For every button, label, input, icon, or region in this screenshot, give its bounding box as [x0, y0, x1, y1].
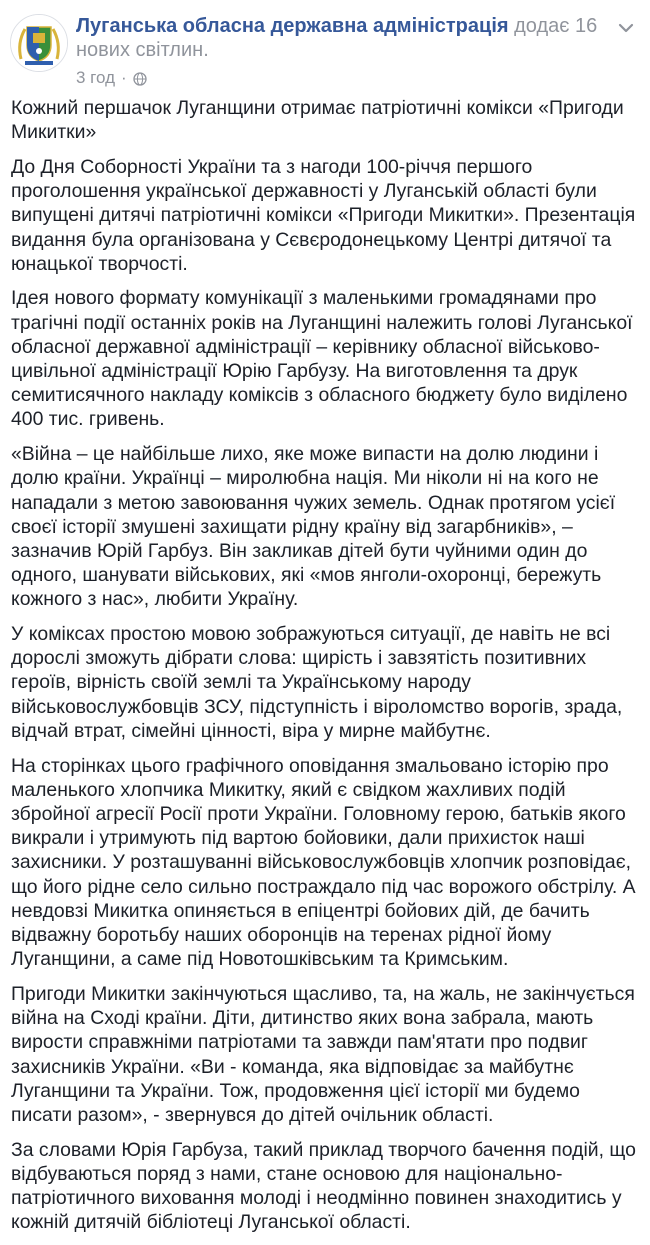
post-body: [11, 96, 641, 1245]
post-header: [10, 12, 640, 92]
post-paragraph: За словами Юрія Гарбуза, такий приклад творчого бачення подій, що відбуваються поряд з нами, стане основою для національно-патріотичного виховання молоді і неодмінно повинен знаходитись у кожній дитячій бібліотеці Луганської області.: [11, 1138, 636, 1234]
post-options-chevron-down-icon[interactable]: [616, 18, 636, 38]
coat-of-arms-icon: [11, 15, 67, 71]
post-timestamp[interactable]: 3 год: [76, 68, 116, 87]
post-paragraph: «Війна – це найбільше лихо, яке може випасти на долю людини і долю країни. Українці – миролюбна нація. Ми ніколи ні на кого не нападали з метою завоювання чужих земель. Однак протягом усієї своєї історії змушені захищати рідну країну від загарбників», – зазначив Юрій Гарбуз. Він закликав дітей бути чуйними один до одного, шанувати військових, які «мов янголи-охоронці, бережуть кожного з нас», любити Україну.: [11, 443, 616, 611]
globe-icon[interactable]: [133, 71, 147, 85]
post-headline: Кожний першачок Луганщини отримає патріотичні комікси «Пригоди Микитки»: [11, 97, 624, 144]
post-paragraph: На сторінках цього графічного оповідання змальовано історію про маленького хлопчика Микитку, який є свідком жахливих подій збройної агресії Росії проти України. Головному герою, батьків якого викрали і утримують під вартою бойовики, дали прихисток наші захисники. У розташуванні військовослужбовців хлопчик розповідає, що його рідне село сильно постраждало під час ворожого обстрілу. А невдовзі Микитка опиняється в епіцентрі бойових дій, де бачить відважну боротьбу наших оборонців на теренах рідної йому Луганщини, а саме під Новотошківським та Кримським.: [11, 754, 636, 971]
meta-separator: ·: [121, 68, 127, 87]
post-meta: [76, 69, 147, 87]
post-paragraph: Ідея нового формату комунікації з маленькими громадянами про трагічні події останніх років на Луганщині належить голові Луганської обласної державної адміністрації – керівнику обласної військово-цивільної адміністрації Юрію Гарбузу. На виготовлення та друк семитисячного накладу коміксів з обласного бюджету було виділено 400 тис. гривень.: [11, 287, 633, 431]
post-action-text: додає 16 нових світлин.: [76, 15, 598, 61]
post-paragraph: До Дня Соборності України та з нагоди 100-річчя першого проголошення української державності у Луганській області були випущені дитячі патріотичні комікси «Пригоди Микитки». Презентація видання була організована у Сєвєродонецькому Центрі дитячої та юнацької творчості.: [11, 155, 636, 275]
post-title-line: [76, 14, 616, 62]
page-avatar[interactable]: [10, 14, 68, 72]
post-paragraph: У коміксах простою мовою зображуються ситуації, де навіть не всі дорослі зможуть дібрати слова: щирість і завзятість позитивних героїв, вірність своїй землі та Українському народу військовослужбовців ЗСУ, підступність і віроломство ворогів, зрада, відчай втрат, сімейні цінності, віра у мирне майбутнє.: [11, 623, 623, 742]
author-name-link[interactable]: Луганська обласна державна адміністрація: [76, 15, 509, 37]
post-paragraph: Пригоди Микитки закінчуються щасливо, та, на жаль, не закінчується війна на Сході країни. Діти, дитинство яких вона забрала, мають вирости справжніми патріотами та завжди пам'ятати про подвиг захисників України. «Ви - команда, яка відповідає за майбутнє Луганщини та України. Тож, продовження цієї історії ми будемо писати разом», - звернувся до дітей очільник області.: [11, 982, 635, 1126]
